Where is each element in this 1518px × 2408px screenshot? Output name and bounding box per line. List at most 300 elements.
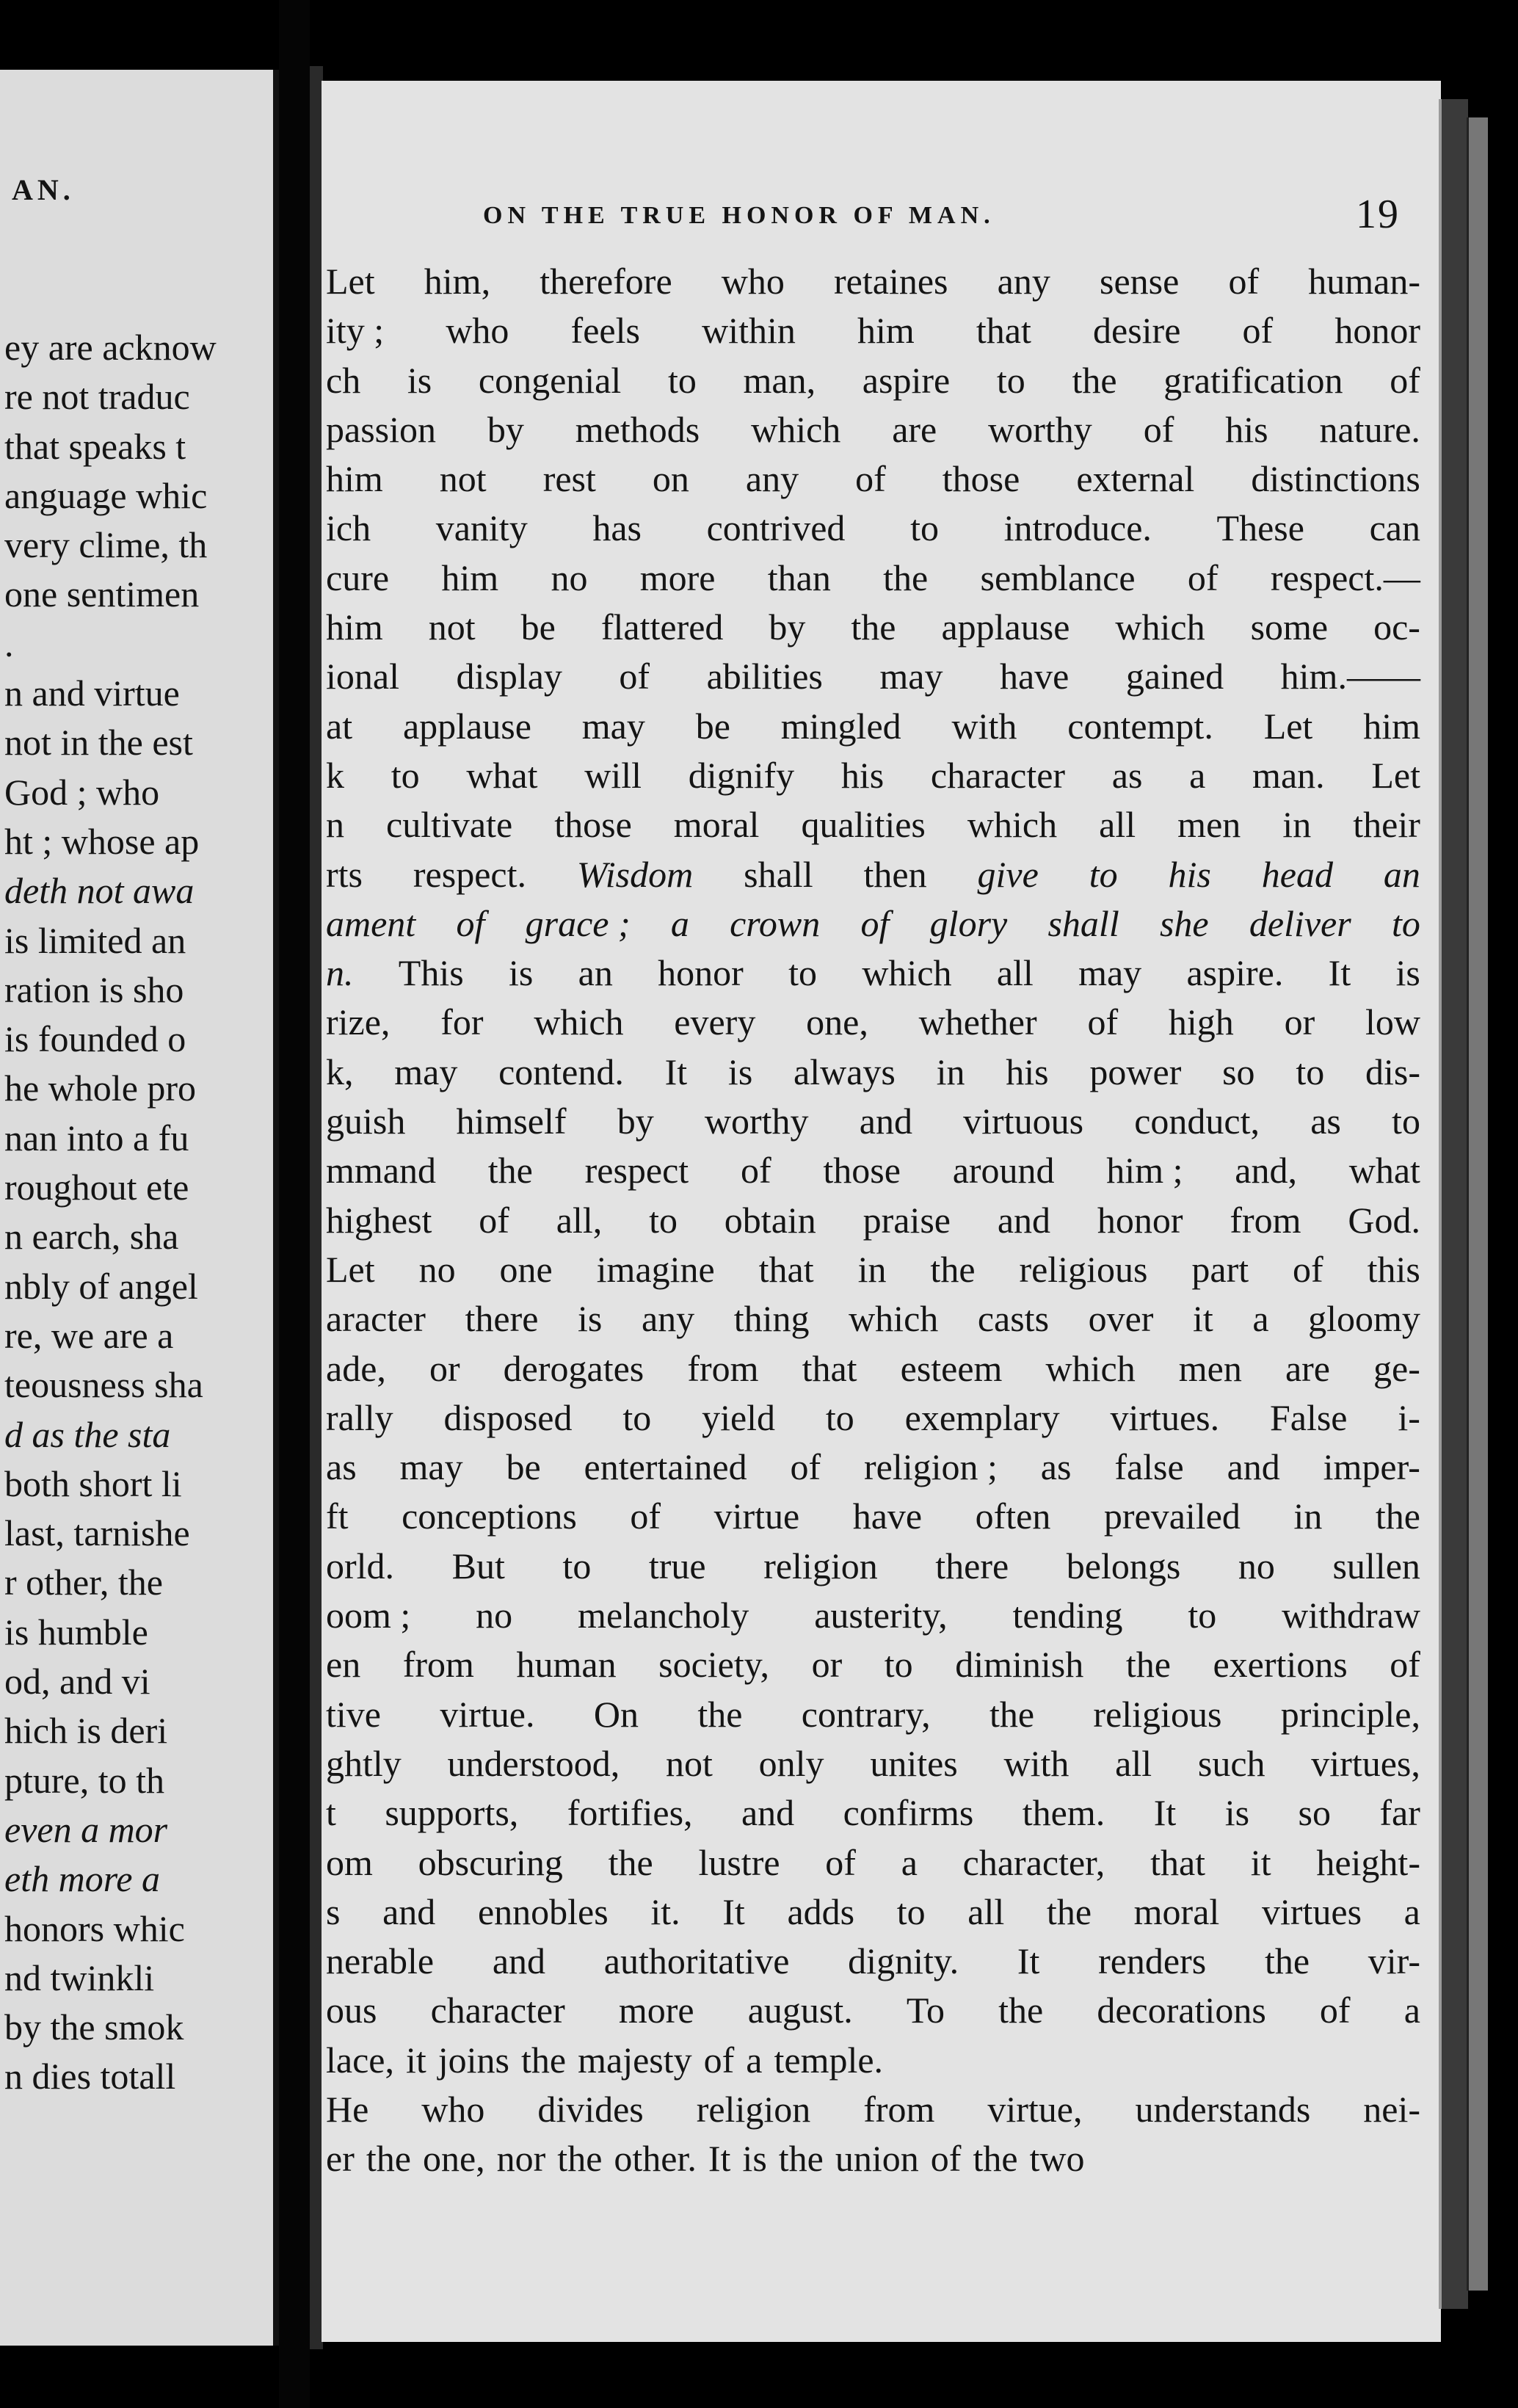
- word: his: [1168, 853, 1211, 895]
- word: and: [492, 1940, 546, 1982]
- word: of: [855, 458, 886, 500]
- word: vir-: [1368, 1940, 1420, 1982]
- word: him: [441, 556, 499, 598]
- word: of: [479, 1199, 509, 1241]
- word: has: [592, 507, 642, 549]
- word: religion: [696, 2088, 811, 2130]
- word: which: [862, 952, 952, 994]
- text-line: [322, 1690, 1441, 1739]
- word: s: [326, 1890, 341, 1932]
- left-text-line: hich is deri: [4, 1710, 168, 1752]
- word: glory: [929, 902, 1008, 944]
- word: To: [906, 1990, 945, 2031]
- word: casts: [977, 1298, 1050, 1340]
- word: false: [1114, 1446, 1184, 1488]
- word: only: [758, 1742, 824, 1784]
- word: virtue: [713, 1495, 800, 1537]
- word: by: [617, 1100, 654, 1142]
- word: imagine: [596, 1248, 715, 1290]
- word: n: [326, 804, 344, 846]
- word: to: [1188, 1595, 1217, 1636]
- word: Let: [326, 1248, 375, 1290]
- word: It: [1328, 952, 1351, 994]
- left-text-line: he whole pro: [4, 1067, 197, 1109]
- left-text-line: last, tarnishe: [4, 1512, 190, 1554]
- text-line: [322, 1937, 1441, 1986]
- word: of: [703, 2039, 735, 2081]
- word: semblance: [980, 556, 1136, 598]
- word: the: [1125, 1644, 1171, 1686]
- word: in: [1282, 804, 1312, 846]
- word: any: [641, 1298, 695, 1340]
- word: so: [1222, 1051, 1255, 1092]
- word: shall: [1047, 902, 1119, 944]
- word: honor: [658, 952, 744, 994]
- word: those: [942, 458, 1020, 500]
- left-text-line: is humble: [4, 1611, 148, 1653]
- word: to: [910, 507, 939, 549]
- word: cure: [326, 556, 390, 598]
- text-line: [322, 800, 1441, 849]
- word: exertions: [1213, 1644, 1348, 1686]
- word: which: [849, 1298, 939, 1340]
- word: n.: [326, 952, 354, 994]
- word: of: [1087, 1001, 1119, 1043]
- word: er: [326, 2138, 355, 2180]
- word: august.: [747, 1990, 853, 2031]
- word: rize,: [326, 1001, 391, 1043]
- word: contrived: [706, 507, 846, 549]
- left-text-line: n earch, sha: [4, 1216, 179, 1258]
- word: who: [446, 310, 509, 352]
- word: what: [466, 754, 538, 796]
- word: it: [405, 2039, 426, 2081]
- word: give: [977, 853, 1039, 895]
- word: that: [976, 310, 1031, 352]
- left-text-line: r other, the: [4, 1562, 163, 1603]
- left-text-line: both short li: [4, 1462, 182, 1504]
- word: so: [1298, 1792, 1331, 1834]
- word: to: [1392, 1100, 1420, 1142]
- word: is: [509, 952, 534, 994]
- word: two: [1029, 2138, 1085, 2180]
- word: of: [825, 1841, 856, 1883]
- text-line: [322, 603, 1441, 652]
- word: honor: [1097, 1199, 1183, 1241]
- word: of: [1242, 310, 1274, 352]
- word: than: [767, 556, 831, 598]
- word: of: [1390, 359, 1420, 401]
- word: him.——: [1280, 656, 1420, 697]
- word: an: [1383, 853, 1420, 895]
- word: to: [391, 754, 420, 796]
- word: have: [852, 1495, 923, 1537]
- word: often: [975, 1495, 1051, 1537]
- word: whether: [918, 1001, 1037, 1043]
- word: low: [1365, 1001, 1420, 1043]
- word: divides: [537, 2088, 644, 2130]
- word: gloomy: [1308, 1298, 1420, 1340]
- word: withdraw: [1282, 1595, 1420, 1636]
- word: to: [622, 1396, 652, 1438]
- word: as: [1040, 1446, 1072, 1488]
- word: religion ;: [864, 1446, 998, 1488]
- running-head: ON THE TRUE HONOR OF MAN.: [483, 202, 995, 229]
- word: prevailed: [1103, 1495, 1241, 1537]
- word: k,: [326, 1051, 354, 1092]
- word: is: [578, 1298, 603, 1340]
- text-line: [322, 1986, 1441, 2035]
- word: This: [398, 952, 464, 994]
- word: virtue.: [440, 1693, 535, 1735]
- word: conduct,: [1134, 1100, 1260, 1142]
- page-edges: [1439, 99, 1468, 2309]
- word: mingled: [780, 705, 901, 747]
- word: entertained: [584, 1446, 747, 1488]
- word: have: [999, 656, 1070, 697]
- word: or: [811, 1644, 843, 1686]
- word: applause: [402, 705, 531, 747]
- word: one,: [422, 2138, 485, 2180]
- word: ch: [326, 359, 361, 401]
- word: is: [407, 359, 432, 401]
- text-line: [322, 1097, 1441, 1146]
- word: the: [1072, 359, 1117, 401]
- word: to: [884, 1644, 913, 1686]
- word: man,: [743, 359, 816, 401]
- left-text-line: God ; who: [4, 771, 160, 813]
- text-line: [322, 998, 1441, 1047]
- text-line: [322, 454, 1441, 504]
- left-text-line: .: [4, 623, 14, 664]
- word: them.: [1022, 1792, 1105, 1834]
- word: who: [721, 261, 785, 302]
- word: the: [998, 1990, 1044, 2031]
- left-text-line: n dies totall: [4, 2056, 176, 2097]
- word: But: [451, 1545, 505, 1586]
- word: as: [1310, 1100, 1341, 1142]
- text-line: [322, 1838, 1441, 1887]
- word: one: [499, 1248, 553, 1290]
- word: t: [326, 1792, 336, 1834]
- word: or: [1284, 1001, 1315, 1043]
- word: God.: [1348, 1199, 1420, 1241]
- word: religious: [1093, 1693, 1222, 1735]
- word: yield: [702, 1396, 776, 1438]
- text-line: [322, 554, 1441, 603]
- word: virtues,: [1311, 1742, 1420, 1784]
- word: highest: [326, 1199, 432, 1241]
- word: decorations: [1097, 1990, 1266, 2031]
- text-line: [322, 1393, 1441, 1443]
- word: from: [863, 2088, 935, 2130]
- left-text-line: is limited an: [4, 919, 186, 961]
- word: shall: [744, 853, 813, 895]
- word: is: [1395, 952, 1420, 994]
- left-text-line: pture, to th: [4, 1759, 165, 1801]
- word: him: [1363, 705, 1420, 747]
- text-line: [322, 2134, 1441, 2183]
- word: of: [1228, 261, 1260, 302]
- word: of: [1293, 1248, 1323, 1290]
- word: not: [428, 606, 476, 648]
- word: him: [857, 310, 915, 352]
- word: far: [1379, 1792, 1420, 1834]
- word: other.: [614, 2138, 697, 2180]
- word: the: [930, 1248, 976, 1290]
- word: may: [394, 1051, 458, 1092]
- word: no: [418, 1248, 456, 1290]
- word: any: [997, 261, 1050, 302]
- text-line: [322, 702, 1441, 751]
- page-number: 19: [1356, 192, 1400, 237]
- word: society,: [658, 1644, 770, 1686]
- word: him: [326, 606, 383, 648]
- body-text: [322, 257, 1441, 2184]
- word: to: [667, 359, 697, 401]
- word: virtues.: [1110, 1396, 1220, 1438]
- word: of: [1390, 1644, 1420, 1686]
- text-line: [322, 1887, 1441, 1937]
- word: which: [534, 1001, 624, 1043]
- word: virtuous: [963, 1100, 1084, 1142]
- word: an: [578, 952, 613, 994]
- word: may: [1078, 952, 1142, 994]
- word: exemplary: [904, 1396, 1060, 1438]
- word: derogates: [503, 1347, 644, 1389]
- word: from: [402, 1644, 474, 1686]
- word: contend.: [498, 1051, 624, 1092]
- word: as: [1111, 754, 1143, 796]
- word: no: [551, 556, 588, 598]
- word: aracter: [326, 1298, 426, 1340]
- word: all: [1099, 804, 1136, 846]
- left-text-line: by the smok: [4, 2006, 184, 2048]
- word: feels: [570, 310, 640, 352]
- text-line: [322, 2085, 1441, 2134]
- word: for: [440, 1001, 484, 1043]
- word: adds: [787, 1890, 855, 1932]
- word: obscuring: [418, 1841, 563, 1883]
- word: men: [1177, 804, 1241, 846]
- text-line: [322, 504, 1441, 553]
- left-text-line: nan into a fu: [4, 1117, 189, 1158]
- word: ft: [326, 1495, 349, 1537]
- word: of: [1187, 556, 1219, 598]
- word: nor: [496, 2138, 546, 2180]
- word: is: [727, 1051, 753, 1092]
- left-text-line: one sentimen: [4, 573, 200, 615]
- word: by: [487, 408, 524, 450]
- word: to: [649, 1199, 678, 1241]
- word: every: [674, 1001, 756, 1043]
- word: guish: [326, 1100, 406, 1142]
- text-line: [322, 1591, 1441, 1640]
- word: the: [1375, 1495, 1420, 1537]
- word: him: [326, 458, 383, 500]
- word: his: [840, 754, 885, 796]
- word: crown: [730, 902, 821, 944]
- word: diminish: [955, 1644, 1084, 1686]
- word: introduce.: [1003, 507, 1152, 549]
- left-text-line: even a mor: [4, 1808, 168, 1850]
- word: imper-: [1323, 1446, 1420, 1488]
- word: of: [930, 2138, 962, 2180]
- word: rts: [326, 853, 363, 895]
- word: the: [851, 606, 896, 648]
- word: this: [1367, 1248, 1420, 1290]
- word: a: [670, 902, 689, 944]
- word: to: [1391, 902, 1420, 944]
- word: fortifies,: [567, 1792, 693, 1834]
- word: that: [802, 1347, 857, 1389]
- word: methods: [575, 408, 700, 450]
- left-text-line: not in the est: [4, 722, 193, 764]
- word: of: [790, 1446, 821, 1488]
- text-line: [322, 2036, 1441, 2085]
- word: unites: [870, 1742, 958, 1784]
- word: respect.—: [1270, 556, 1420, 598]
- word: It: [1017, 1940, 1040, 1982]
- word: obtain: [724, 1199, 816, 1241]
- text-line: [322, 1542, 1441, 1591]
- word: and: [859, 1100, 912, 1142]
- word: It: [664, 1051, 688, 1092]
- word: thing: [733, 1298, 810, 1340]
- text-line: [322, 1196, 1441, 1245]
- word: part: [1191, 1248, 1249, 1290]
- text-line: [322, 850, 1441, 899]
- word: those: [823, 1150, 901, 1192]
- left-text-line: deth not awa: [4, 870, 195, 912]
- word: the: [557, 2138, 603, 2180]
- word: him,: [424, 261, 491, 302]
- word: therefore: [540, 261, 672, 302]
- word: that: [758, 1248, 814, 1290]
- word: supports,: [385, 1792, 519, 1834]
- text-line: [322, 306, 1441, 355]
- word: ament: [326, 902, 416, 944]
- word: authoritative: [603, 1940, 790, 1982]
- word: i-: [1398, 1396, 1420, 1438]
- word: ade,: [326, 1347, 386, 1389]
- word: no: [476, 1595, 513, 1636]
- left-text-line: n and virtue: [4, 672, 180, 714]
- word: union: [835, 2138, 919, 2180]
- word: lace,: [326, 2039, 394, 2081]
- word: worthy: [704, 1100, 809, 1142]
- word: praise: [862, 1199, 951, 1241]
- word: human: [516, 1644, 617, 1686]
- word: honor: [1334, 310, 1420, 352]
- word: such: [1197, 1742, 1265, 1784]
- word: religion: [763, 1545, 878, 1586]
- word: understood,: [447, 1742, 620, 1784]
- word: On: [593, 1693, 639, 1735]
- word: high: [1168, 1001, 1234, 1043]
- word: grace ;: [525, 902, 631, 944]
- word: true: [648, 1545, 706, 1586]
- word: more: [618, 1990, 694, 2031]
- word: are: [1285, 1347, 1330, 1389]
- word: ional: [326, 656, 399, 697]
- word: the: [1264, 1940, 1310, 1982]
- word: a: [1189, 754, 1206, 796]
- text-line: [322, 1788, 1441, 1838]
- word: It: [1153, 1792, 1177, 1834]
- word: oom ;: [326, 1595, 411, 1636]
- word: from: [1230, 1199, 1301, 1241]
- word: k: [326, 754, 344, 796]
- word: rest: [542, 458, 596, 500]
- word: all,: [556, 1199, 603, 1241]
- word: she: [1159, 902, 1209, 944]
- word: of: [1143, 408, 1174, 450]
- word: is: [742, 2138, 767, 2180]
- word: the: [973, 2138, 1018, 2180]
- word: moral: [673, 804, 760, 846]
- word: may: [581, 705, 645, 747]
- word: some: [1250, 606, 1329, 648]
- word: as: [326, 1446, 357, 1488]
- word: contrary,: [801, 1693, 931, 1735]
- word: principle,: [1280, 1693, 1420, 1735]
- word: in: [1293, 1495, 1323, 1537]
- word: will: [584, 754, 642, 796]
- page-edges-back: [1467, 117, 1488, 2291]
- word: of: [630, 1495, 661, 1537]
- word: understands: [1135, 2088, 1311, 2130]
- left-text-line: nd twinkli: [4, 1956, 155, 1998]
- word: ennobles: [477, 1890, 609, 1932]
- word: rally: [326, 1396, 393, 1438]
- word: ity ;: [326, 310, 385, 352]
- word: It: [708, 2138, 731, 2180]
- word: with: [951, 705, 1017, 747]
- left-running-head: AN.: [12, 173, 75, 206]
- word: to: [825, 1396, 854, 1438]
- word: the: [778, 2138, 824, 2180]
- text-line: [322, 1245, 1441, 1294]
- left-text-line: roughout ete: [4, 1167, 189, 1208]
- word: which: [967, 804, 1058, 846]
- word: orld.: [326, 1545, 395, 1586]
- word: renders: [1098, 1940, 1207, 1982]
- word: Let: [326, 261, 375, 302]
- text-line: [322, 652, 1441, 701]
- word: He: [326, 2088, 369, 2130]
- word: all: [967, 1890, 1005, 1932]
- word: belongs: [1066, 1545, 1181, 1586]
- word: his: [1006, 1051, 1049, 1092]
- word: those: [554, 804, 632, 846]
- word: nature.: [1319, 408, 1420, 450]
- word: Let: [1263, 705, 1313, 747]
- word: of: [860, 902, 890, 944]
- word: These: [1216, 507, 1304, 549]
- word: be: [520, 606, 556, 648]
- word: flattered: [600, 606, 724, 648]
- word: the: [697, 1693, 743, 1735]
- word: more: [639, 556, 716, 598]
- word: lustre: [698, 1841, 780, 1883]
- word: always: [794, 1051, 896, 1092]
- text-line: [322, 899, 1441, 949]
- word: tive: [326, 1693, 381, 1735]
- word: the: [487, 1150, 533, 1192]
- word: vanity: [435, 507, 528, 549]
- word: of: [619, 656, 650, 697]
